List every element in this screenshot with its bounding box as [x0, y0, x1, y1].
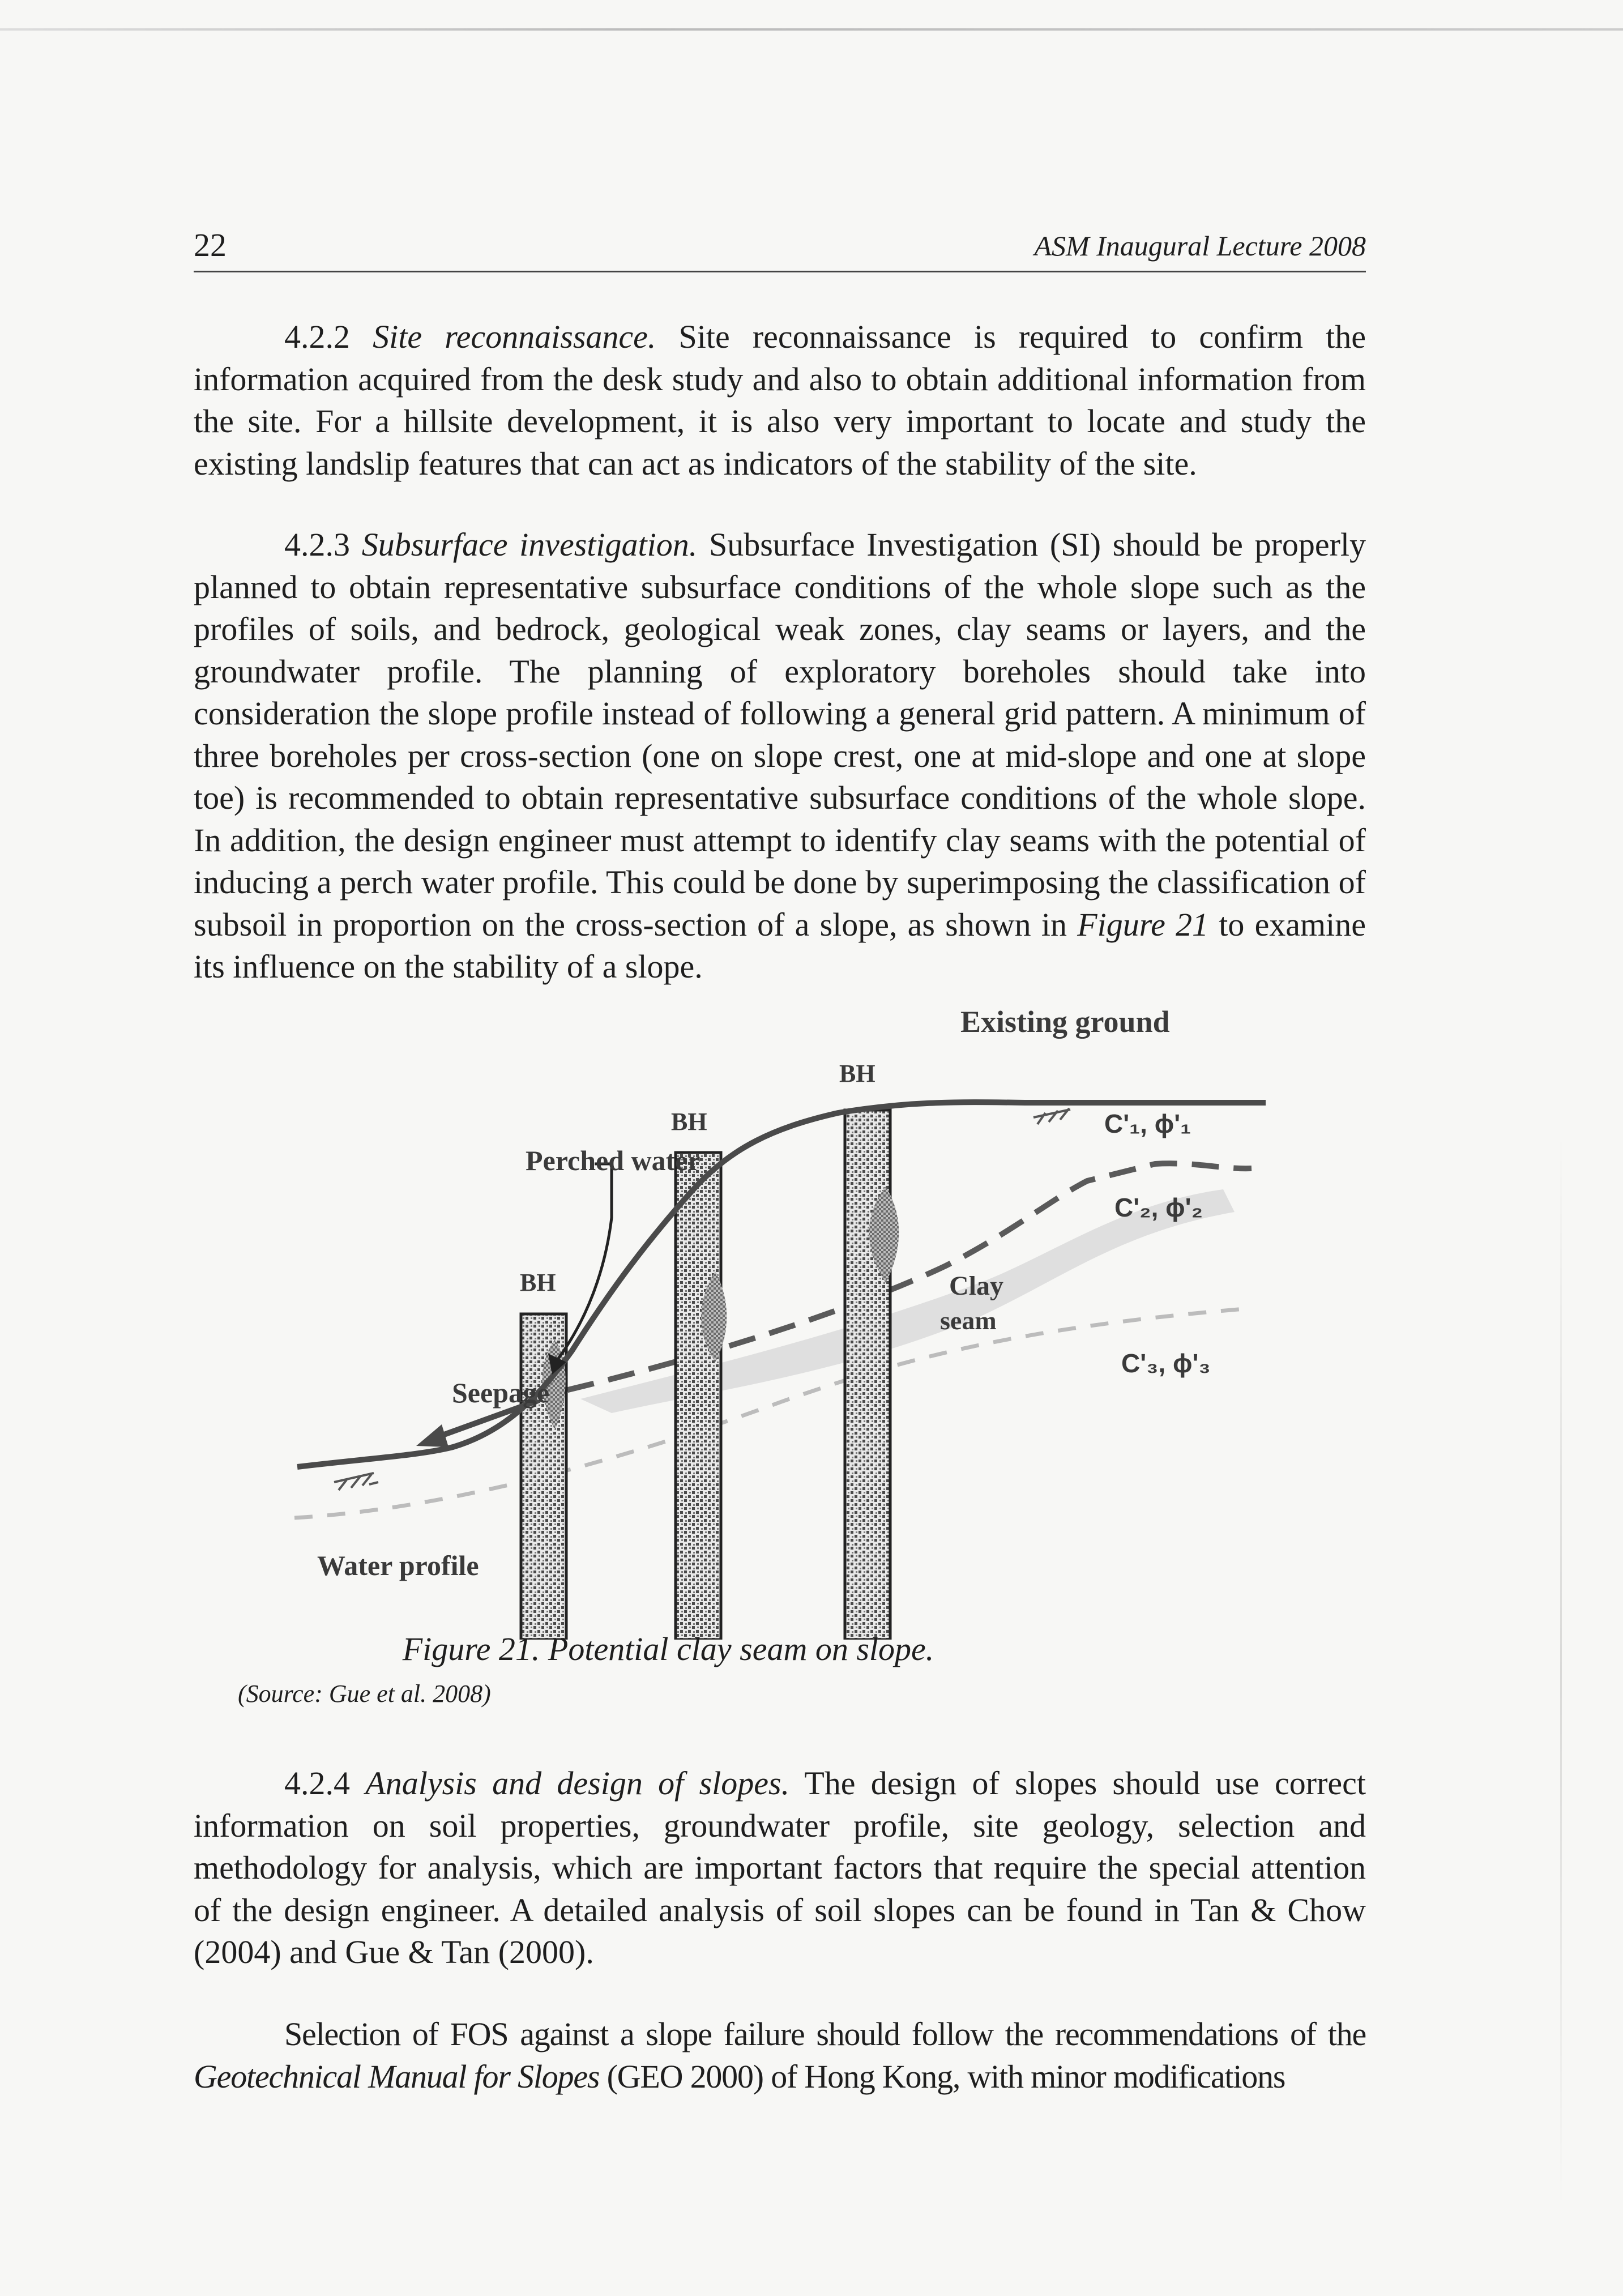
- figure-21: [272, 1000, 1268, 1640]
- section-number: 4.2.4: [284, 1765, 350, 1802]
- section-number: 4.2.2: [284, 318, 350, 355]
- section-number: 4.2.3: [284, 526, 350, 563]
- paragraph-body-end: (GEO 2000) of Hong Kong, with minor modifications: [607, 2058, 1285, 2095]
- label-borehole-mid: BH: [671, 1108, 707, 1136]
- paragraph-body: Selection of FOS against a slope failure should follow the recommendations of the: [284, 2016, 1366, 2052]
- paragraph-fos-selection: [194, 2013, 1366, 2098]
- section-subsurface-investigation: [194, 524, 1366, 988]
- seepage-arrowhead: [416, 1424, 449, 1447]
- section-title: Site reconnaissance.: [373, 318, 656, 355]
- ground-surface-line: [297, 1102, 1266, 1467]
- scan-right-edge: [1560, 1133, 1562, 2209]
- label-borehole-toe: BH: [520, 1269, 556, 1296]
- soil-param-layer-3: C'₃, ϕ'₃: [1121, 1348, 1211, 1378]
- soil-param-layer-1: C'₁, ϕ'₁: [1104, 1109, 1191, 1138]
- running-title: ASM Inaugural Lecture 2008: [1034, 230, 1366, 262]
- label-seam: seam: [940, 1306, 997, 1335]
- ground-hatch-toe: [334, 1473, 378, 1490]
- section-title: Analysis and design of slopes.: [365, 1765, 790, 1802]
- label-seepage: Seepage: [452, 1377, 550, 1409]
- figure-reference: Figure 21: [1077, 906, 1209, 943]
- slope-diagram: [272, 1000, 1268, 1640]
- label-clay: Clay: [949, 1271, 1003, 1301]
- section-body: Site reconnaissance is required to confirm the information acquired from the desk study and also to obtain additional information from the site. For a hillsite development, it is also very important to locate and study the existing landslip features that can act as indicators of the stability of the site.: [194, 318, 1366, 482]
- section-title: Subsurface investigation.: [361, 526, 698, 563]
- borehole-column-2: [676, 1153, 721, 1640]
- section-body: The design of slopes should use correct information on soil properties, groundwater profile, site geology, selection and methodology for analysis, which are important factors that require the special attention of the design engineer. A detailed analysis of soil slopes can be found in Tan & Chow (2004) and Gue & Tan (2000).: [194, 1765, 1366, 1970]
- water-profile-line: [294, 1308, 1252, 1518]
- ground-hatch-crest: [1033, 1108, 1070, 1124]
- soil-param-layer-2: C'₂, ϕ'₂: [1114, 1193, 1203, 1222]
- borehole-column-3: [845, 1110, 890, 1640]
- label-existing-ground: Existing ground: [960, 1005, 1170, 1039]
- figure-source: (Source: Gue et al. 2008): [238, 1680, 491, 1708]
- section-analysis-design: [194, 1762, 1366, 1974]
- label-water-profile: Water profile: [317, 1550, 479, 1581]
- section-site-reconnaissance: [194, 316, 1366, 485]
- label-perched-water: Perched water: [526, 1145, 701, 1176]
- page-header: [194, 220, 1366, 272]
- manual-title: Geotechnical Manual for Slopes: [194, 2058, 600, 2095]
- page-number: 22: [194, 227, 227, 263]
- section-body-end: to examine its influence on the stability of a slope.: [194, 906, 1366, 985]
- figure-caption: Figure 21. Potential clay seam on slope.: [402, 1631, 934, 1667]
- section-body: Subsurface Investigation (SI) should be properly planned to obtain representative subsurface conditions of the whole slope such as the profiles of soils, and bedrock, geological weak zones, clay seams or layers, and the groundwater profile. The planning of exploratory boreholes should take into consideration the slope profile instead of following a general grid pattern. A minimum of three boreholes per cross-section (one on slope crest, one at mid-slope and one at slope toe) is recommended to obtain representative subsurface conditions of the whole slope. In addition, the design engineer must attempt to identify clay seams with the potential of inducing a perch water profile. This could be done by superimposing the classification of subsoil in proportion on the cross-section of a slope, as shown in: [194, 526, 1366, 943]
- scan-top-edge: [0, 28, 1623, 31]
- label-borehole-crest: BH: [839, 1060, 875, 1087]
